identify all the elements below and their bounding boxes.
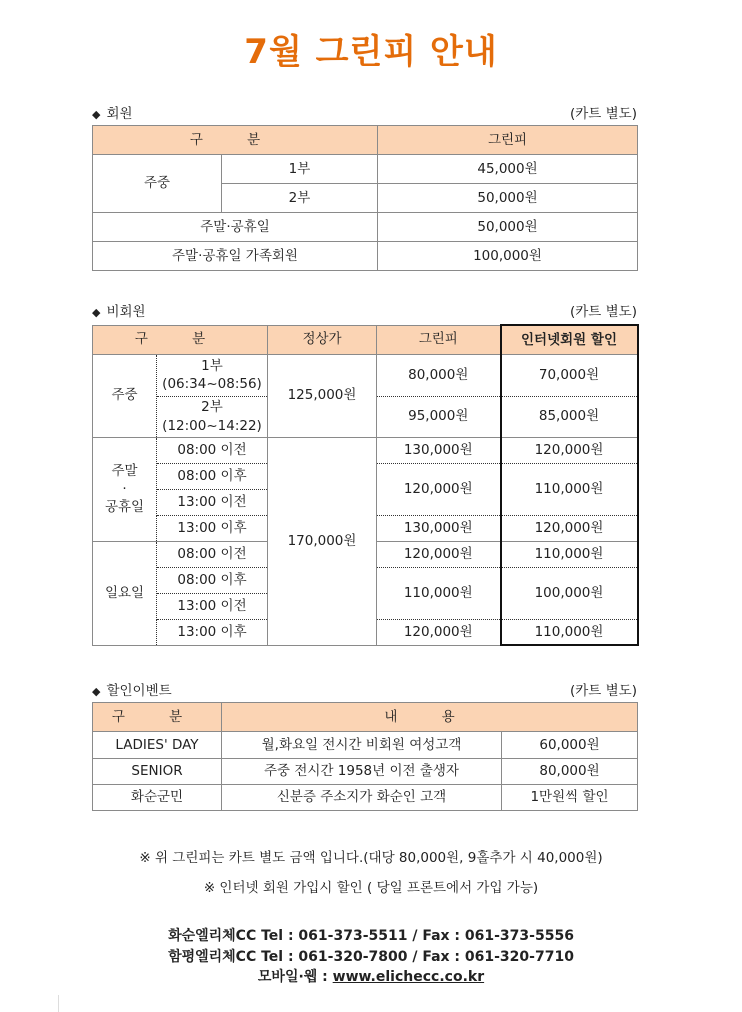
header-greenfee: 그린피	[377, 325, 501, 354]
event-desc: 신분증 주소지가 화순인 고객	[222, 785, 502, 811]
greenfee-cell: 110,000원	[377, 567, 501, 619]
header-internet-discount: 인터넷회원 할인	[501, 325, 638, 354]
nonmember-section-label: 비회원	[106, 304, 146, 320]
group-sunday: 일요일	[93, 541, 157, 645]
row-fee: 50,000원	[378, 213, 638, 242]
time-slot: 08:00 이전	[157, 437, 268, 463]
member-section-label: 회원	[106, 106, 133, 122]
nonmember-section-header	[92, 300, 637, 320]
regular-price: 170,000원	[268, 437, 377, 645]
event-desc: 월,화요일 전시간 비회원 여성고객	[222, 732, 502, 759]
event-section-label: 할인이벤트	[106, 683, 172, 699]
mobile-web	[0, 966, 742, 986]
footnote-internet: ※ 인터넷 회원 가입시 할인 ( 당일 프론트에서 가입 가능)	[203, 880, 539, 896]
member-section-header	[92, 102, 637, 122]
header-category: 구 분	[93, 126, 378, 155]
row-fee: 45,000원	[378, 155, 638, 184]
header-regular: 정상가	[268, 325, 377, 354]
diamond-icon: ◆	[92, 685, 101, 698]
time-slot: 08:00 이후	[157, 567, 268, 593]
footnote-cart: ※ 위 그린피는 카트 별도 금액 입니다.(대당 80,000원, 9홀추가 시 40,000원)	[139, 850, 603, 866]
greenfee-cell: 120,000원	[377, 541, 501, 567]
diamond-icon: ◆	[92, 108, 101, 121]
header-content: 내 용	[222, 703, 638, 732]
event-price: 80,000원	[502, 759, 638, 785]
header-greenfee: 그린피	[378, 126, 638, 155]
contact-hwasun: 화순엘리체CC Tel : 061-373-5511 / Fax : 061-373-5556	[168, 928, 574, 944]
internet-fee-cell: 110,000원	[501, 541, 638, 567]
time-slot: 13:00 이전	[157, 489, 268, 515]
internet-fee-cell: 110,000원	[501, 463, 638, 515]
internet-fee-cell: 100,000원	[501, 567, 638, 619]
greenfee-cell: 120,000원	[377, 619, 501, 645]
event-type: SENIOR	[93, 759, 222, 785]
greenfee-cell: 130,000원	[377, 515, 501, 541]
greenfee-cell: 95,000원	[377, 396, 501, 437]
time-slot: 2부 (12:00~14:22)	[157, 396, 268, 437]
internet-fee-cell: 70,000원	[501, 354, 638, 396]
mobile-label: 모바일·웹 :	[257, 969, 333, 985]
group-weekday: 주중	[93, 354, 157, 437]
row-label: 2부	[222, 184, 378, 213]
diamond-icon: ◆	[92, 306, 101, 319]
time-slot: 1부 (06:34~08:56)	[157, 354, 268, 396]
time-slot: 08:00 이전	[157, 541, 268, 567]
time-slot: 13:00 이후	[157, 619, 268, 645]
header-category: 구 분	[93, 703, 222, 732]
nonmember-fee-table	[92, 324, 639, 646]
header-category: 구 분	[93, 325, 268, 354]
contact-hampyeong: 함평엘리체CC Tel : 061-320-7800 / Fax : 061-320-7710	[168, 949, 574, 965]
event-section-header	[92, 679, 637, 699]
page-corner-mark	[58, 995, 59, 1012]
time-slot: 13:00 이후	[157, 515, 268, 541]
internet-fee-cell: 110,000원	[501, 619, 638, 645]
internet-fee-cell: 85,000원	[501, 396, 638, 437]
event-type: LADIES' DAY	[93, 732, 222, 759]
event-price: 1만원씩 할인	[502, 785, 638, 811]
greenfee-cell: 130,000원	[377, 437, 501, 463]
row-fee: 100,000원	[378, 242, 638, 271]
cart-note: (카트 별도)	[570, 683, 637, 699]
internet-fee-cell: 120,000원	[501, 437, 638, 463]
greenfee-cell: 120,000원	[377, 463, 501, 515]
group-weekend-holiday: 주말 · 공휴일	[93, 437, 157, 541]
event-type: 화순군민	[93, 785, 222, 811]
group-weekday: 주중	[93, 155, 222, 213]
regular-price: 125,000원	[268, 354, 377, 437]
member-fee-table	[92, 125, 638, 271]
greenfee-cell: 80,000원	[377, 354, 501, 396]
event-price: 60,000원	[502, 732, 638, 759]
time-slot: 13:00 이전	[157, 593, 268, 619]
cart-note: (카트 별도)	[570, 106, 637, 122]
page-title: 7월 그린피 안내	[244, 32, 498, 72]
internet-fee-cell: 120,000원	[501, 515, 638, 541]
time-slot: 08:00 이후	[157, 463, 268, 489]
row-fee: 50,000원	[378, 184, 638, 213]
row-label: 주말·공휴일	[93, 213, 378, 242]
event-table	[92, 702, 638, 811]
event-desc: 주중 전시간 1958년 이전 출생자	[222, 759, 502, 785]
row-label: 주말·공휴일 가족회원	[93, 242, 378, 271]
cart-note: (카트 별도)	[570, 304, 637, 320]
website-link[interactable]: www.elichecc.co.kr	[332, 969, 485, 985]
row-label: 1부	[222, 155, 378, 184]
